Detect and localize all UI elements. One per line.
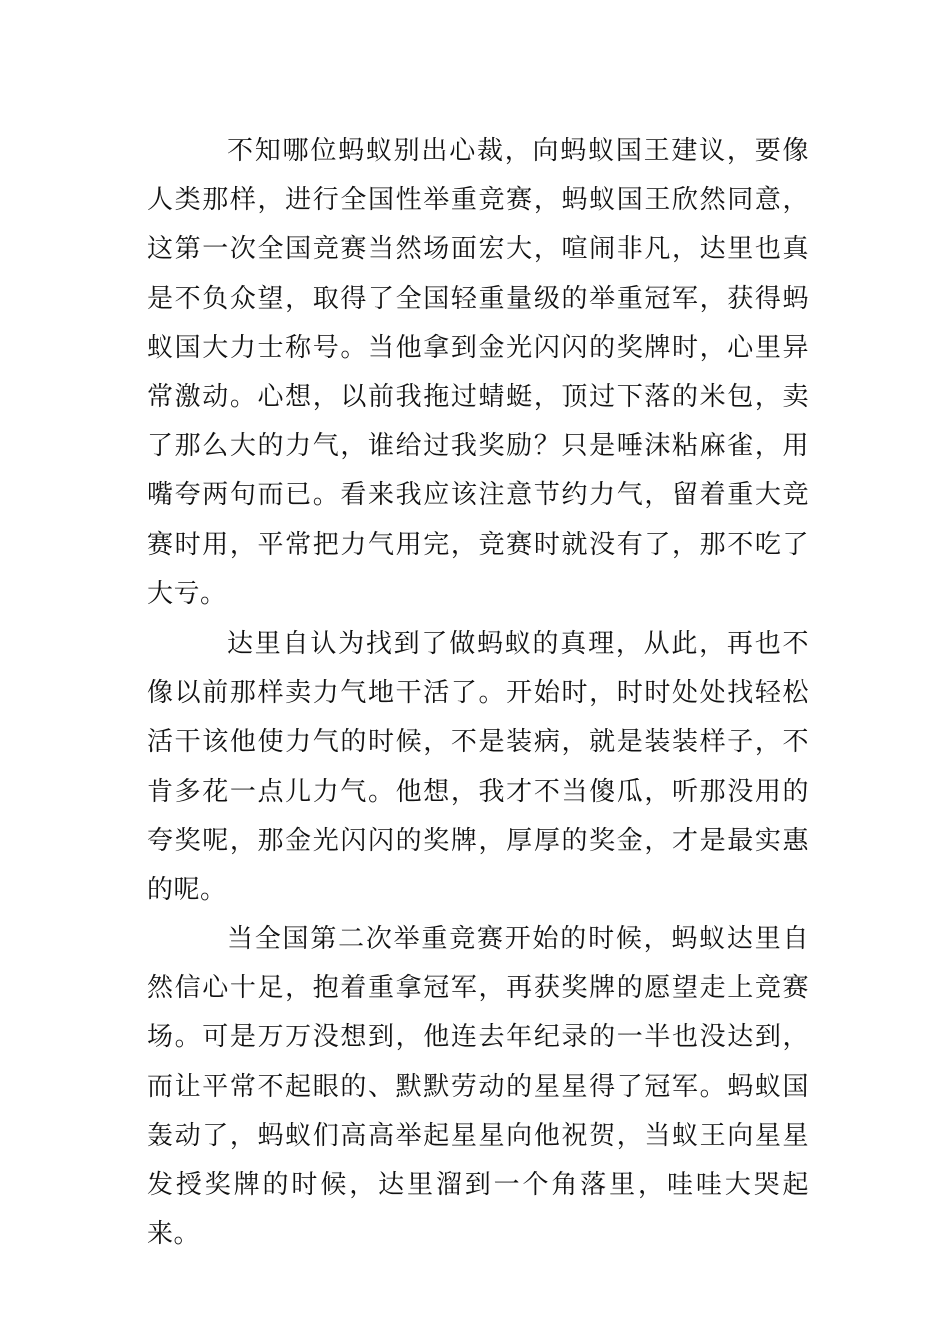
paragraph-3: 当全国第二次举重竞赛开始的时候，蚂蚁达里自然信心十足，抱着重拿冠军，再获奖牌的愿望走上竞赛场。可是万万没想到，他连去年纪录的一半也没达到，而让平常不起眼的、默默劳动的星星得了冠军。蚂蚁国轰动了，蚂蚁们高高举起星星向他祝贺，当蚁王向星星发授奖牌的时候，达里溜到一个角落里，哇哇大哭起来。	[147, 924, 809, 1250]
paragraph-2: 达里自认为找到了做蚂蚁的真理，从此，再也不像以前那样卖力气地干活了。开始时，时时处处找轻松活干该他使力气的时候，不是装病，就是装装样子，不肯多花一点儿力气。他想，我才不当傻瓜，听那没用的夸奖呢，那金光闪闪的奖牌，厚厚的奖金，才是最实惠的呢。	[147, 629, 809, 906]
paragraph-1: 不知哪位蚂蚁别出心裁，向蚂蚁国王建议，要像人类那样，进行全国性举重竞赛，蚂蚁国王欣然同意，这第一次全国竞赛当然场面宏大，喧闹非凡，达里也真是不负众望，取得了全国轻重量级的举重冠军，获得蚂蚁国大力士称号。当他拿到金光闪闪的奖牌时，心里异常激动。心想，以前我拖过蜻蜓，顶过下落的米包，卖了那么大的力气，谁给过我奖励？只是唾沫粘麻雀，用嘴夸两句而已。看来我应该注意节约力气，留着重大竞赛时用，平常把力气用完，竞赛时就没有了，那不吃了大亏。	[147, 136, 809, 609]
